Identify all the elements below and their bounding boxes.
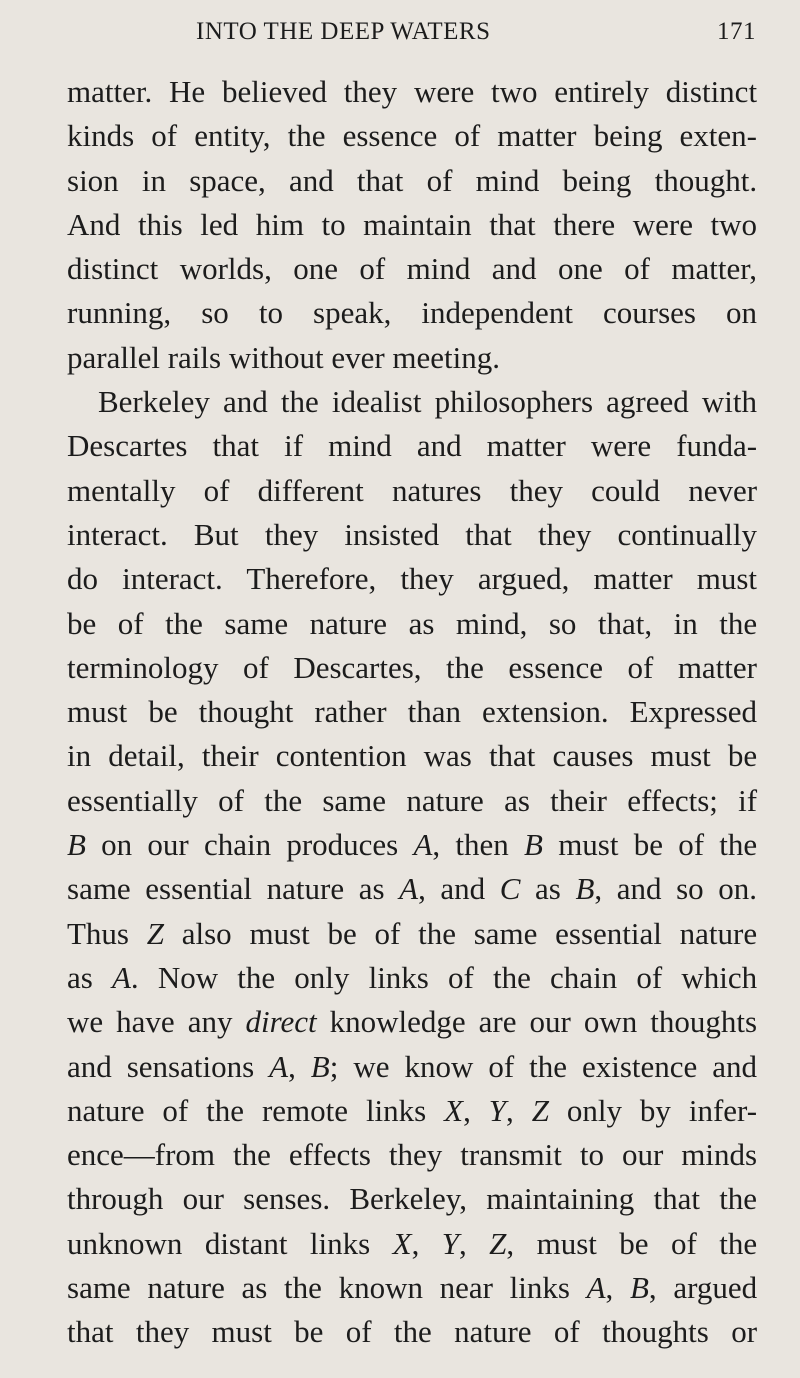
text-line: sion in space, and that of mind being thought. — [67, 162, 758, 198]
text-line: and sensations A, B; we know of the existence and — [67, 1048, 758, 1084]
text-line: And this led him to maintain that there were two — [67, 206, 758, 242]
text-line: same nature as the known near links A, B, argued — [67, 1270, 758, 1306]
text-line: Thus Z also must be of the same essential nature — [67, 915, 758, 951]
text-line: we have any direct knowledge are our own thoughts — [67, 1004, 758, 1040]
text-line: Descartes that if mind and matter were funda- — [67, 428, 758, 464]
text-line: parallel rails without ever meeting. — [67, 339, 501, 375]
text-line: that they must be of the nature of thoughts or — [67, 1314, 758, 1350]
text-line: must be thought rather than extension. Expressed — [67, 694, 758, 730]
text-line: through our senses. Berkeley, maintaining that the — [67, 1181, 758, 1217]
page-number: 171 — [717, 18, 756, 45]
text-line: distinct worlds, one of mind and one of matter, — [67, 251, 758, 287]
text-line: mentally of different natures they could never — [67, 472, 758, 508]
body-text — [67, 70, 757, 1355]
text-line: kinds of entity, the essence of matter being exten- — [67, 118, 758, 154]
text-line: same essential nature as A, and C as B, and so on. — [67, 871, 758, 907]
running-head — [196, 18, 756, 58]
text-line: ence—from the effects they transmit to our minds — [67, 1137, 758, 1173]
text-line: do interact. Therefore, they argued, matter must — [67, 561, 758, 597]
text-line: essentially of the same nature as their effects; if — [67, 782, 758, 818]
text-line: in detail, their contention was that causes must be — [67, 738, 758, 774]
text-line: as A. Now the only links of the chain of which — [67, 959, 758, 995]
text-line: B on our chain produces A, then B must be of the — [67, 827, 758, 863]
text-line: matter. He believed they were two entirely distinct — [67, 74, 758, 109]
running-title: INTO THE DEEP WATERS — [196, 18, 491, 45]
text-line: be of the same nature as mind, so that, in the — [67, 605, 758, 641]
text-line: Berkeley and the idealist philosophers agreed with — [98, 384, 757, 420]
text-line: running, so to speak, independent courses on — [67, 295, 758, 331]
text-line: interact. But they insisted that they continually — [67, 516, 757, 552]
text-line: unknown distant links X, Y, Z, must be of the — [67, 1225, 758, 1261]
text-line: nature of the remote links X, Y, Z only by infer- — [67, 1092, 758, 1128]
text-line: terminology of Descartes, the essence of matter — [67, 649, 757, 685]
